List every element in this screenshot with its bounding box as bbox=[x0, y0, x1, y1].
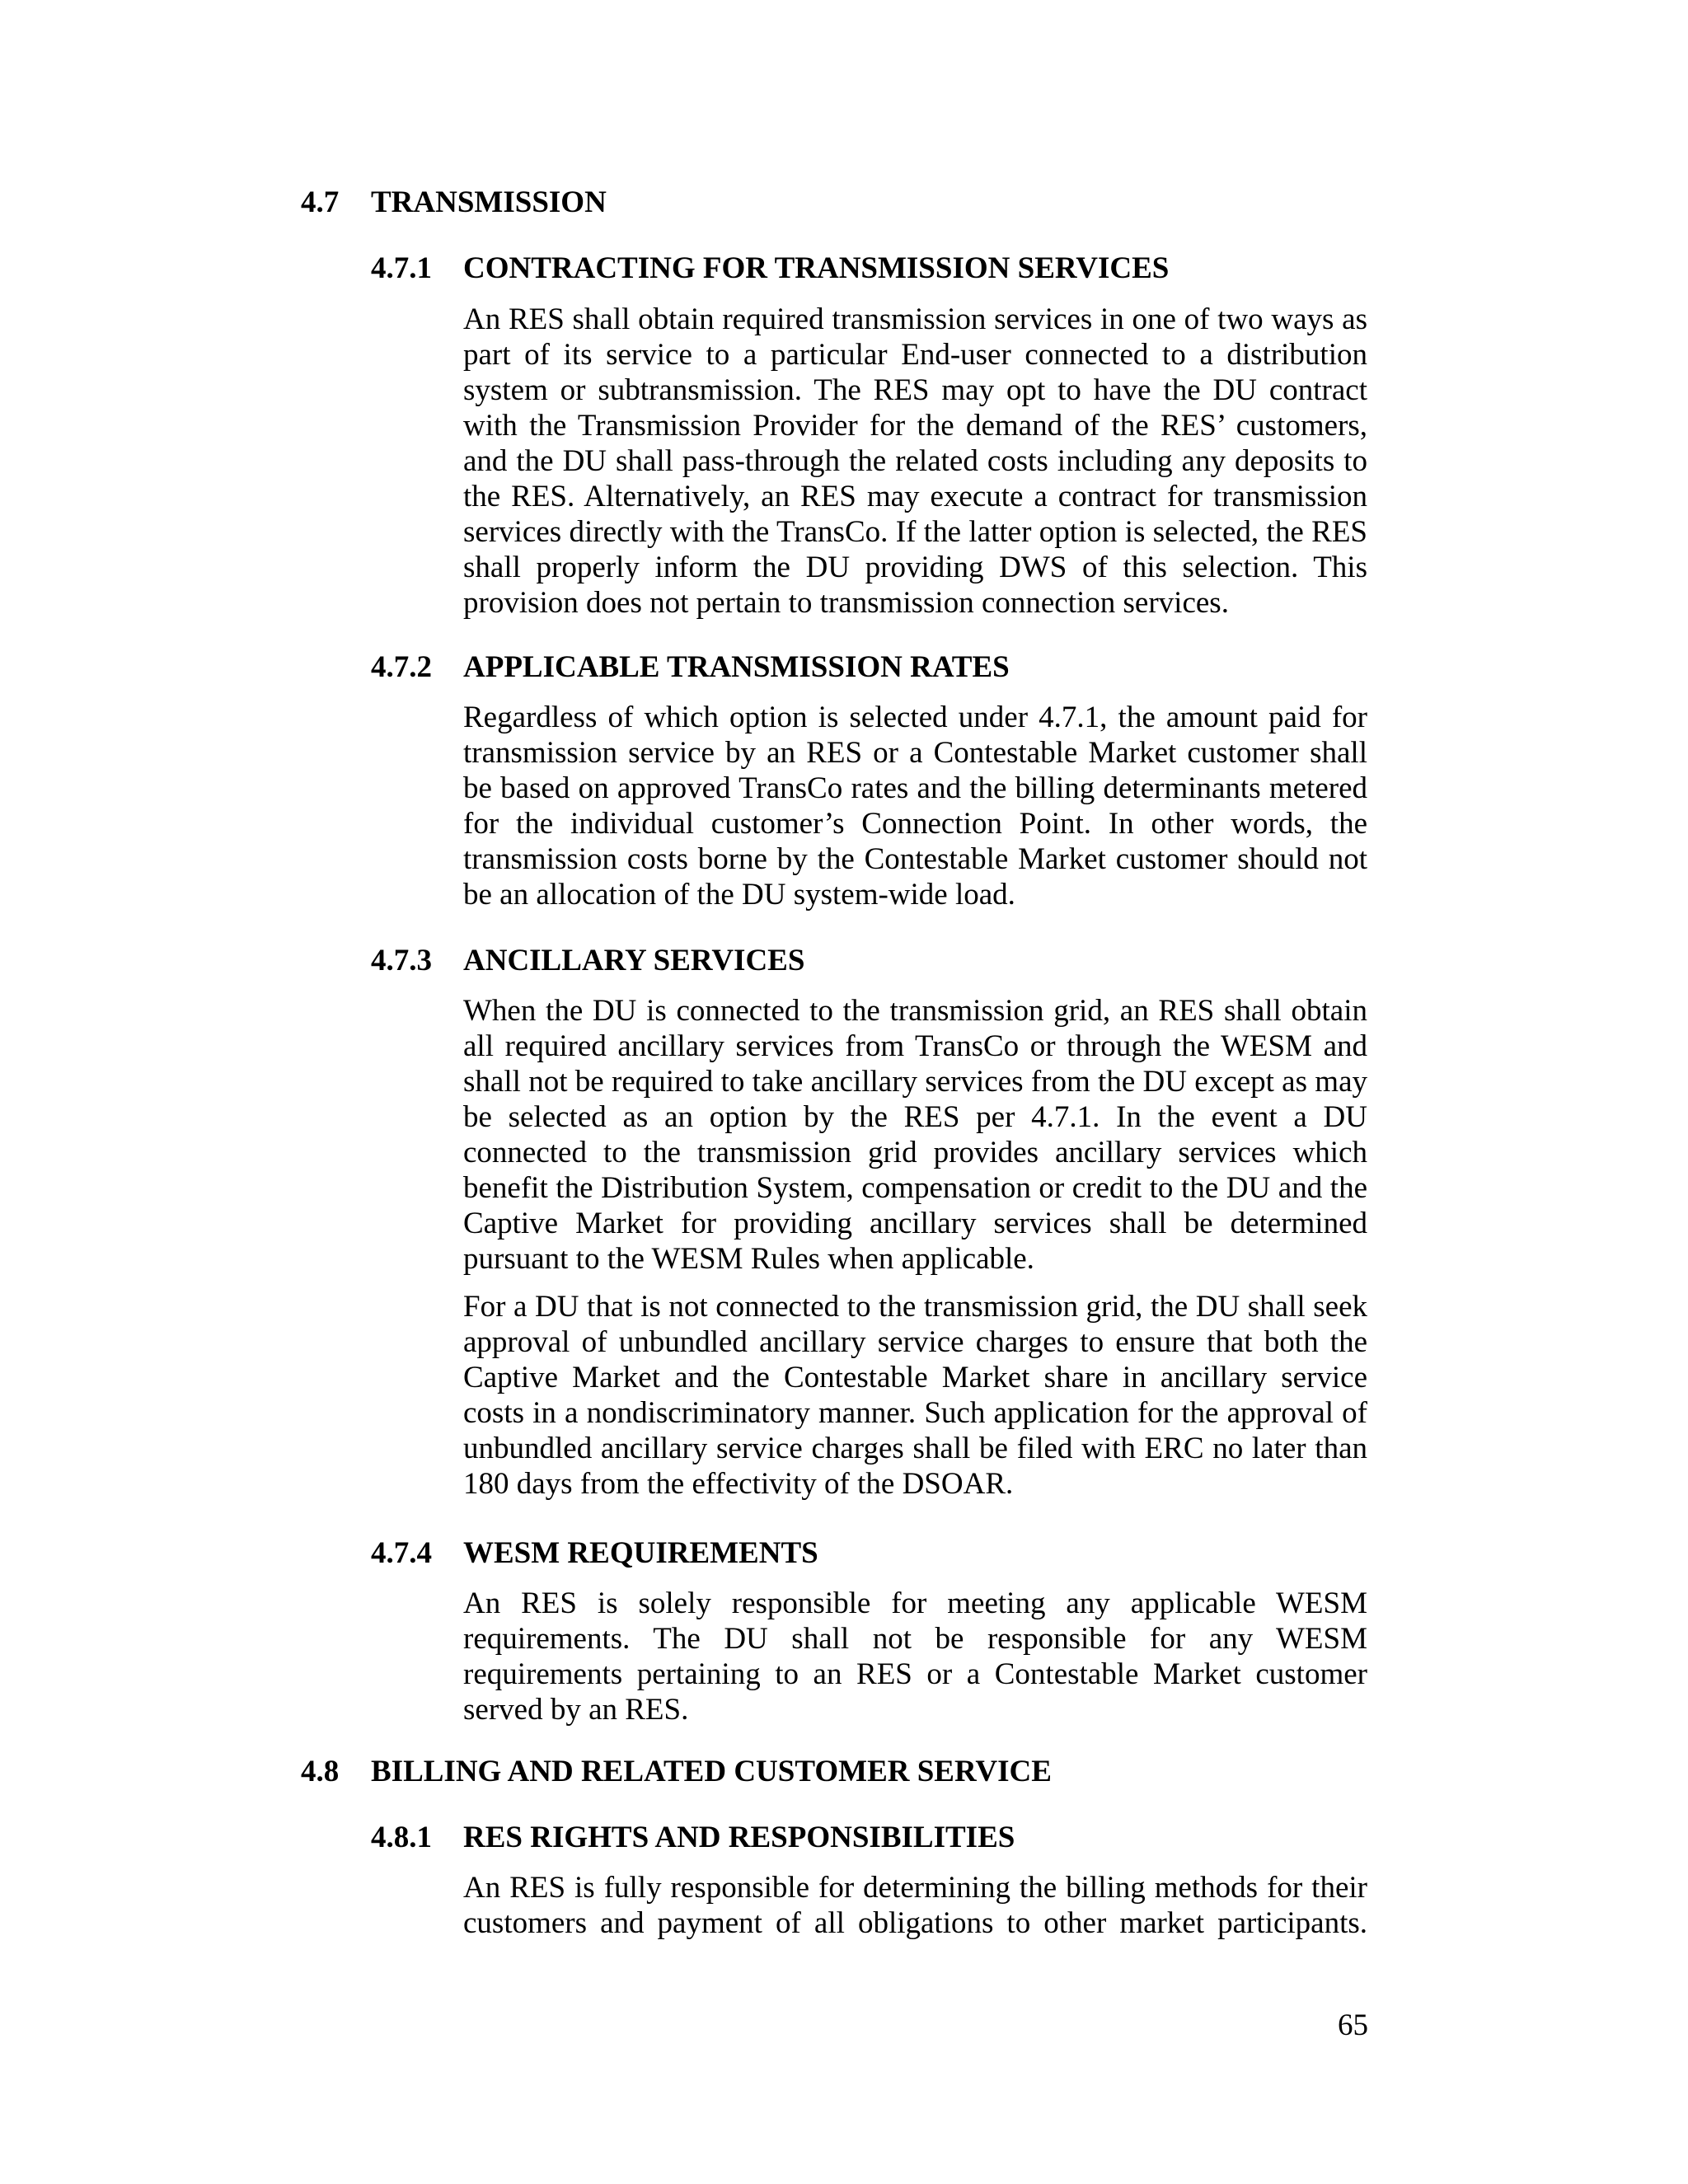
subsection-heading-4-7-3 bbox=[371, 943, 804, 979]
section-heading-4-8 bbox=[301, 1754, 1052, 1790]
subsection-number: 4.7.4 bbox=[371, 1536, 432, 1570]
subsection-number: 4.7.2 bbox=[371, 650, 432, 684]
section-title: TRANSMISSION bbox=[371, 185, 607, 219]
subsection-heading-4-8-1 bbox=[371, 1820, 1015, 1856]
section-number: 4.7 bbox=[301, 185, 340, 219]
subsection-number: 4.8.1 bbox=[371, 1821, 432, 1854]
page-number: 65 bbox=[1338, 2008, 1368, 2042]
paragraph-4-7-1-a: An RES shall obtain required transmission services in one of two ways as part of its service to a particular End-user connected to a distribution system or subtransmission. The RES may opt to have the DU contract with the Transmission Provider for the demand of the RES’ customers, and the DU shall pass-through the related costs including any deposits to the RES. Alternatively, an RES may execute a contract for transmission services directly with the TransCo. If the latter option is selected, the RES shall properly inform the DU providing DWS of this selection. This provision does not pertain to transmission connection services. bbox=[463, 302, 1367, 620]
subsection-title: WESM REQUIREMENTS bbox=[463, 1536, 818, 1570]
section-heading-4-7 bbox=[301, 185, 607, 221]
subsection-heading-4-7-4 bbox=[371, 1535, 818, 1572]
subsection-title: RES RIGHTS AND RESPONSIBILITIES bbox=[463, 1821, 1015, 1854]
section-title: BILLING AND RELATED CUSTOMER SERVICE bbox=[371, 1755, 1052, 1788]
subsection-title: CONTRACTING FOR TRANSMISSION SERVICES bbox=[463, 251, 1170, 285]
subsection-heading-4-7-1 bbox=[371, 251, 1169, 287]
paragraph-4-7-4-a: An RES is solely responsible for meeting any applicable WESM requirements. The DU shall not be responsible for any WESM requirements pertaining to an RES or a Contestable Market customer served by an RES. bbox=[463, 1586, 1367, 1727]
subsection-heading-4-7-2 bbox=[371, 649, 1010, 686]
subsection-number: 4.7.3 bbox=[371, 944, 432, 977]
paragraph-4-8-1-a: An RES is fully responsible for determining the billing methods for their customers and payment of all obligations to other market participants. bbox=[463, 1871, 1367, 1940]
subsection-title: APPLICABLE TRANSMISSION RATES bbox=[463, 650, 1010, 684]
subsection-title: ANCILLARY SERVICES bbox=[463, 944, 805, 977]
section-number: 4.8 bbox=[301, 1755, 340, 1788]
subsection-number: 4.7.1 bbox=[371, 251, 432, 285]
paragraph-4-7-3-a: When the DU is connected to the transmission grid, an RES shall obtain all required ancillary services from TransCo or through the WESM and shall not be required to take ancillary services from the DU except as may be selected as an option by the RES per 4.7.1. In the event a DU connected to the transmission grid provides ancillary services which benefit the Distribution System, compensation or credit to the DU and the Captive Market for providing ancillary services shall be determined pursuant to the WESM Rules when applicable. bbox=[463, 994, 1367, 1276]
paragraph-4-7-3-b: For a DU that is not connected to the transmission grid, the DU shall seek approval of unbundled ancillary service charges to ensure that both the Captive Market and the Contestable Market share in ancillary service costs in a nondiscriminatory manner. Such application for the approval of unbundled ancillary service charges shall be filed with ERC no later than 180 days from the effectivity of the DSOAR. bbox=[463, 1290, 1367, 1501]
paragraph-4-7-2-a: Regardless of which option is selected under 4.7.1, the amount paid for transmission service by an RES or a Contestable Market customer shall be based on approved TransCo rates and the billing determinants metered for the individual customer’s Connection Point. In other words, the transmission costs borne by the Contestable Market customer should not be an allocation of the DU system-wide load. bbox=[463, 701, 1367, 912]
